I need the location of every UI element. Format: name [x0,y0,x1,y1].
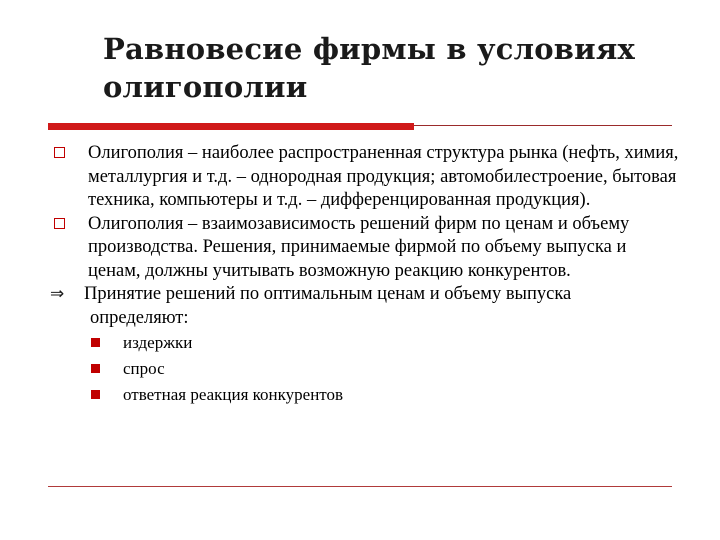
slide-body [0,142,720,408]
bullet-item-interdependence [0,213,720,284]
slide-title-line-1: Равновесие фирмы в условиях [103,32,635,66]
conclusion-text-line-2: определяют: [90,307,189,328]
sub-bullet-text: ответная реакция конкурентов [123,385,344,404]
slide-title [103,30,663,106]
hollow-square-icon [54,147,65,158]
title-accent-bar [48,123,414,130]
hollow-square-icon [54,218,65,229]
bullet-text: Олигополия – наиболее распространенная структура рынка (нефть, химия, металлургия и т.д. – однородная продукция; автомобилестроение, бытовая техника, компьютеры и т.д. – дифференцированная продукция). [88,143,679,210]
footer-divider-line [48,486,672,487]
bullet-item-oligopoly-structure [0,142,720,213]
sub-bullet-costs [0,330,720,356]
sub-bullet-text: издержки [123,333,193,352]
slide-title-line-2: олигополии [103,70,308,104]
sub-bullet-demand [0,356,720,382]
filled-square-icon [91,338,100,347]
sub-bullet-text: спрос [123,359,165,378]
conclusion-text-line-1: Принятие решений по оптимальным ценам и объему выпуска [84,284,572,304]
conclusion-item [0,283,720,330]
filled-square-icon [91,364,100,373]
sub-bullet-competitor-reaction [0,382,720,408]
implies-arrow-icon: ⇒ [50,284,65,304]
bullet-text: Олигополия – взаимозависимость решений фирм по ценам и объему производства. Решения, принимаемые фирмой по объему выпуска и ценам, должны учитывать возможную реакцию конкурентов. [88,213,630,281]
filled-square-icon [91,390,100,399]
